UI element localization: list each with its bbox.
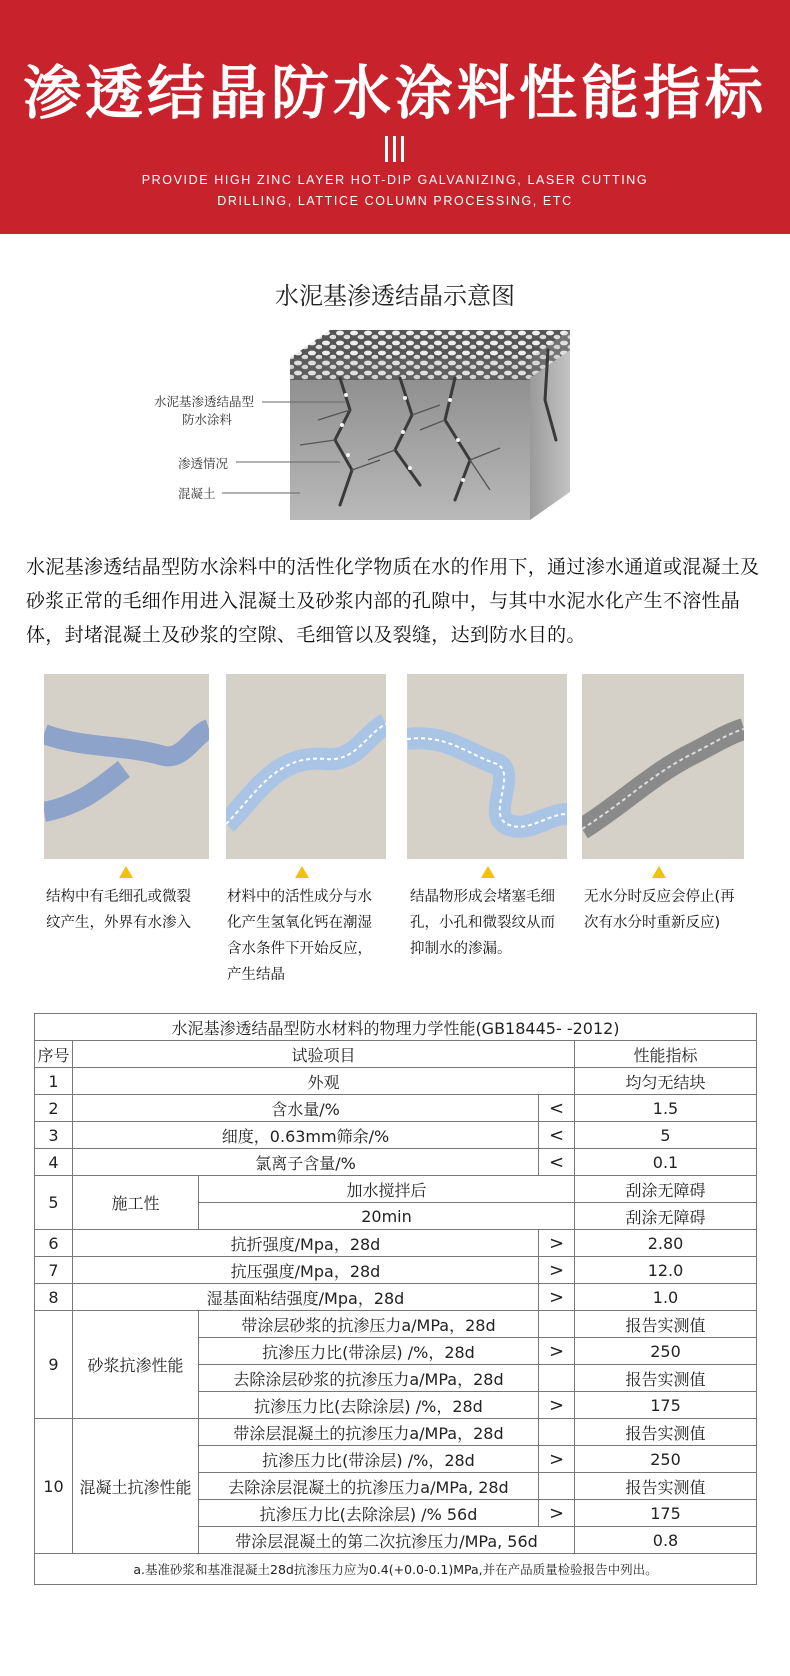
label-penetration: 渗透情况 [178, 456, 229, 471]
table-header-row [35, 1041, 757, 1068]
table-cell: 含水量/% [73, 1095, 539, 1122]
table-cell: 报告实测值 [575, 1419, 757, 1446]
table-cell: 加水搅拌后 [199, 1176, 575, 1203]
header-item: 试验项目 [73, 1041, 575, 1068]
table-cell: 去除涂层混凝土的抗渗压力a/MPa, 28d [199, 1473, 539, 1500]
page-title: 渗透结晶防水涂料性能指标 [22, 59, 767, 127]
table-cell: 10 [35, 1419, 73, 1554]
table-cell: > [539, 1338, 575, 1365]
caption-line: 材料中的活性成分与水 [227, 889, 372, 905]
table-row [35, 1176, 757, 1203]
table-cell: > [539, 1230, 575, 1257]
table-cell: 刮涂无障碍 [575, 1176, 757, 1203]
table-cell: 细度，0.63mm筛余/% [73, 1122, 539, 1149]
table-row [35, 1419, 757, 1446]
stage-4-caption [584, 884, 735, 936]
table-cell: 抗渗压力比(去除涂层) /%，28d [199, 1392, 539, 1419]
table-row [35, 1149, 757, 1176]
table-row [35, 1284, 757, 1311]
table-title: 水泥基渗透结晶型防水材料的物理力学性能(GB18445- -2012) [35, 1014, 757, 1041]
table-cell: 混凝土抗渗性能 [73, 1419, 199, 1554]
table-cell: 0.1 [575, 1149, 757, 1176]
table-cell: 250 [575, 1338, 757, 1365]
subtitle-line-1: PROVIDE HIGH ZINC LAYER HOT-DIP GALVANIZING, LASER CUTTING [141, 173, 649, 187]
description-paragraph: 水泥基渗透结晶型防水涂料中的活性化学物质在水的作用下，通过渗水通道或混凝土及砂浆正常的毛细作用进入混凝土及砂浆内部的孔隙中，与其中水泥水化产生不溶性晶体，封堵混凝土及砂浆的空隙、毛细管以及裂缝，达到防水目的。 [26, 556, 760, 646]
table-cell [539, 1419, 575, 1446]
table-cell [539, 1311, 575, 1338]
table-cell: 氯离子含量/% [73, 1149, 539, 1176]
table-cell: 抗压强度/Mpa，28d [73, 1257, 539, 1284]
table-cell: 5 [575, 1122, 757, 1149]
table-cell: 1 [35, 1068, 73, 1095]
table-cell: 报告实测值 [575, 1365, 757, 1392]
caption-line: 含水条件下开始反应， [227, 941, 372, 957]
diagram-title: 水泥基渗透结晶示意图 [275, 282, 515, 310]
table-cell: 湿基面粘结强度/Mpa，28d [73, 1284, 539, 1311]
stage-1-marker-icon [119, 866, 133, 878]
table-cell: 175 [575, 1500, 757, 1527]
table-cell: 7 [35, 1257, 73, 1284]
stage-3-image [407, 674, 567, 859]
table-cell: > [539, 1500, 575, 1527]
table-cell: > [539, 1284, 575, 1311]
table-cell: 抗渗压力比(去除涂层) /% 56d [199, 1500, 539, 1527]
table-row [35, 1068, 757, 1095]
table-cell [539, 1473, 575, 1500]
table-cell: 2 [35, 1095, 73, 1122]
table-cell: 175 [575, 1392, 757, 1419]
caption-line: 化产生氢氧化钙在潮湿 [227, 915, 372, 931]
spec-table [34, 1013, 757, 1585]
table-row [35, 1095, 757, 1122]
table-cell: 带涂层砂浆的抗渗压力a/MPa，28d [199, 1311, 539, 1338]
table-cell: 施工性 [73, 1176, 199, 1230]
table-cell: 12.0 [575, 1257, 757, 1284]
table-cell: 报告实测值 [575, 1473, 757, 1500]
table-cell [539, 1365, 575, 1392]
caption-line: 孔，小孔和微裂纹从而 [410, 915, 555, 931]
table-title-row [35, 1014, 757, 1041]
table-cell: 8 [35, 1284, 73, 1311]
stage-1-caption [46, 884, 191, 936]
table-cell: 均匀无结块 [575, 1068, 757, 1095]
caption-line: 次有水分时重新反应) [584, 915, 721, 931]
divider-bars-icon [383, 136, 407, 162]
label-coating-line1: 水泥基渗透结晶型 [154, 394, 255, 409]
table-cell: 刮涂无障碍 [575, 1203, 757, 1230]
concrete-block-illustration [0, 320, 790, 530]
table-cell: 4 [35, 1149, 73, 1176]
stage-4-marker-icon [652, 866, 666, 878]
caption-line: 产生结晶 [227, 967, 285, 983]
table-cell: > [539, 1392, 575, 1419]
table-row [35, 1257, 757, 1284]
caption-line: 无水分时反应会停止(再 [584, 889, 735, 905]
table-cell: 2.80 [575, 1230, 757, 1257]
table-cell: < [539, 1149, 575, 1176]
table-row [35, 1230, 757, 1257]
table-cell: > [539, 1257, 575, 1284]
table-cell: 3 [35, 1122, 73, 1149]
table-cell: 6 [35, 1230, 73, 1257]
table-cell: 5 [35, 1176, 73, 1230]
label-concrete: 混凝土 [178, 486, 216, 501]
header-no: 序号 [35, 1041, 73, 1068]
table-cell: 带涂层混凝土的第二次抗渗压力/MPa, 56d [199, 1527, 575, 1554]
label-coating-line2: 防水涂料 [182, 412, 233, 427]
table-cell: < [539, 1122, 575, 1149]
table-cell: > [539, 1446, 575, 1473]
caption-line: 纹产生，外界有水渗入 [46, 915, 191, 931]
table-cell: 带涂层混凝土的抗渗压力a/MPa，28d [199, 1419, 539, 1446]
table-row [35, 1311, 757, 1338]
table-cell: 报告实测值 [575, 1311, 757, 1338]
table-cell: 砂浆抗渗性能 [73, 1311, 199, 1419]
stage-2-marker-icon [295, 866, 309, 878]
table-row [35, 1122, 757, 1149]
table-cell: 外观 [73, 1068, 575, 1095]
stage-3-caption [410, 884, 568, 962]
table-note: a.基准砂浆和基准混凝土28d抗渗压力应为0.4(+0.0-0.1)MPa,并在产品质量检验报告中列出。 [35, 1554, 757, 1585]
table-cell: 250 [575, 1446, 757, 1473]
table-cell: 20min [199, 1203, 575, 1230]
crystallization-diagram [0, 320, 790, 530]
table-cell: 抗折强度/Mpa，28d [73, 1230, 539, 1257]
table-cell: 0.8 [575, 1527, 757, 1554]
caption-line: 抑制水的渗漏。 [410, 941, 512, 957]
table-cell: 抗渗压力比(带涂层) /%，28d [199, 1338, 539, 1365]
title-banner [0, 0, 790, 234]
subtitle-line-2: DRILLING, LATTICE COLUMN PROCESSING, ETC [217, 194, 573, 208]
table-cell: 9 [35, 1311, 73, 1419]
stage-2-image [226, 674, 386, 859]
table-note-row [35, 1554, 757, 1585]
stage-2-caption [227, 884, 372, 988]
caption-line: 结构中有毛细孔或微裂 [46, 889, 191, 905]
table-cell: 抗渗压力比(带涂层) /%，28d [199, 1446, 539, 1473]
caption-line: 结晶物形成会堵塞毛细 [410, 889, 555, 905]
table-cell: < [539, 1095, 575, 1122]
stage-1-image [44, 674, 209, 859]
table-cell: 去除涂层砂浆的抗渗压力a/MPa，28d [199, 1365, 539, 1392]
table-cell: 1.0 [575, 1284, 757, 1311]
stage-4-image [582, 674, 744, 859]
header-value: 性能指标 [575, 1041, 757, 1068]
stage-3-marker-icon [481, 866, 495, 878]
table-cell: 1.5 [575, 1095, 757, 1122]
